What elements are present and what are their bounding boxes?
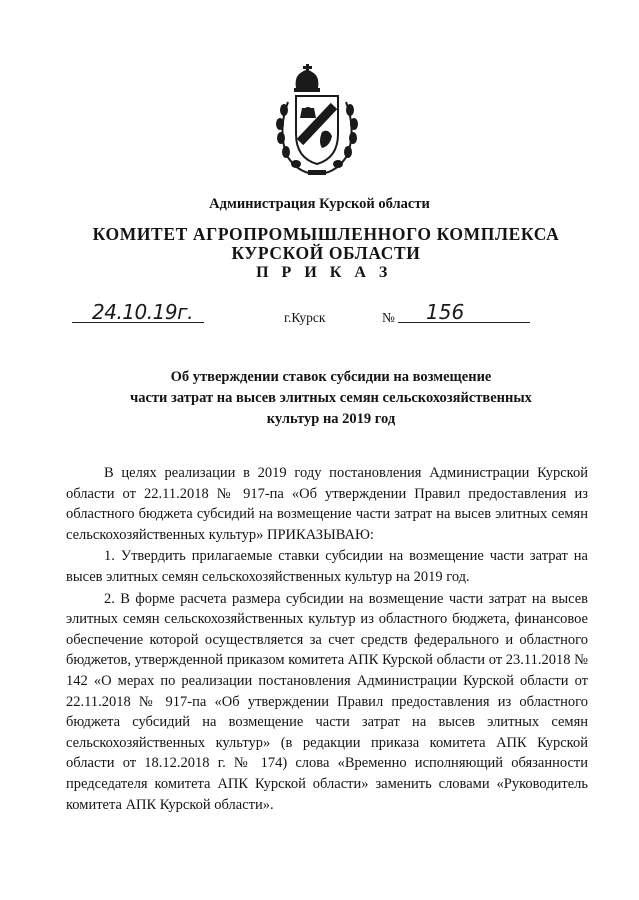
subject-line-2: части затрат на высев элитных семян сельскохозяйственных	[130, 390, 532, 406]
subject-line-1: Об утверждении ставок субсидии на возмещение	[170, 369, 492, 385]
handwritten-date: 24.10.19г.	[92, 300, 193, 324]
committee-name-line-1: КОМИТЕТ АГРОПРОМЫШЛЕННОГО КОМПЛЕКСА	[92, 224, 560, 244]
order-subject	[0, 367, 639, 430]
coat-of-arms-emblem	[272, 62, 362, 180]
order-body	[66, 463, 588, 815]
committee-name-line-2: КУРСКОЙ ОБЛАСТИ	[231, 243, 421, 263]
preamble-paragraph: В целях реализации в 2019 году постановления Администрации Курской области от 22.11.2018 № 917-па «Об утверждении Правил предоставления из областного бюджета субсидий на возмещение части затрат на высев элитных семян сельскохозяйственных культур» ПРИКАЗЫВАЮ:	[66, 465, 588, 543]
committee-name	[0, 225, 639, 263]
number-sign: №	[382, 310, 395, 325]
handwritten-order-number: 156	[426, 300, 465, 324]
subject-line-3: культур на 2019 год	[266, 411, 396, 427]
city: г.Курск	[284, 310, 326, 325]
clause-1-paragraph: 1. Утвердить прилагаемые ставки субсидии на возмещение части затрат на высев элитных семян сельскохозяйственных культур на 2019 год.	[66, 548, 588, 585]
administration-name: Администрация Курской области	[209, 196, 430, 212]
date-underline	[72, 322, 204, 323]
clause-2-paragraph: 2. В форме расчета размера субсидии на возмещение части затрат на высев элитных семян сельскохозяйственных культур из областного бюджета, финансовое обеспечение которой осуществляется за счет средств федерального и областного бюджетов, утвержденной приказом комитета АПК Курской области от 23.11.2018 № 142 «О мерах по реализации постановления Администрации Курской области от 22.11.2018 № 917-па «Об утверждении Правил предоставления из областного бюджета субсидий на возмещение части затрат на высев элитных семян сельскохозяйственных культур» (в редакции приказа комитета АПК Курской области от 18.12.2018 г. № 174) слова «Временно исполняющий обязанности председателя комитета АПК Курской области» заменить словами «Руководитель комитета АПК Курской области».	[66, 590, 588, 813]
number-underline	[398, 322, 530, 323]
order-title: П Р И К А З	[256, 264, 392, 281]
